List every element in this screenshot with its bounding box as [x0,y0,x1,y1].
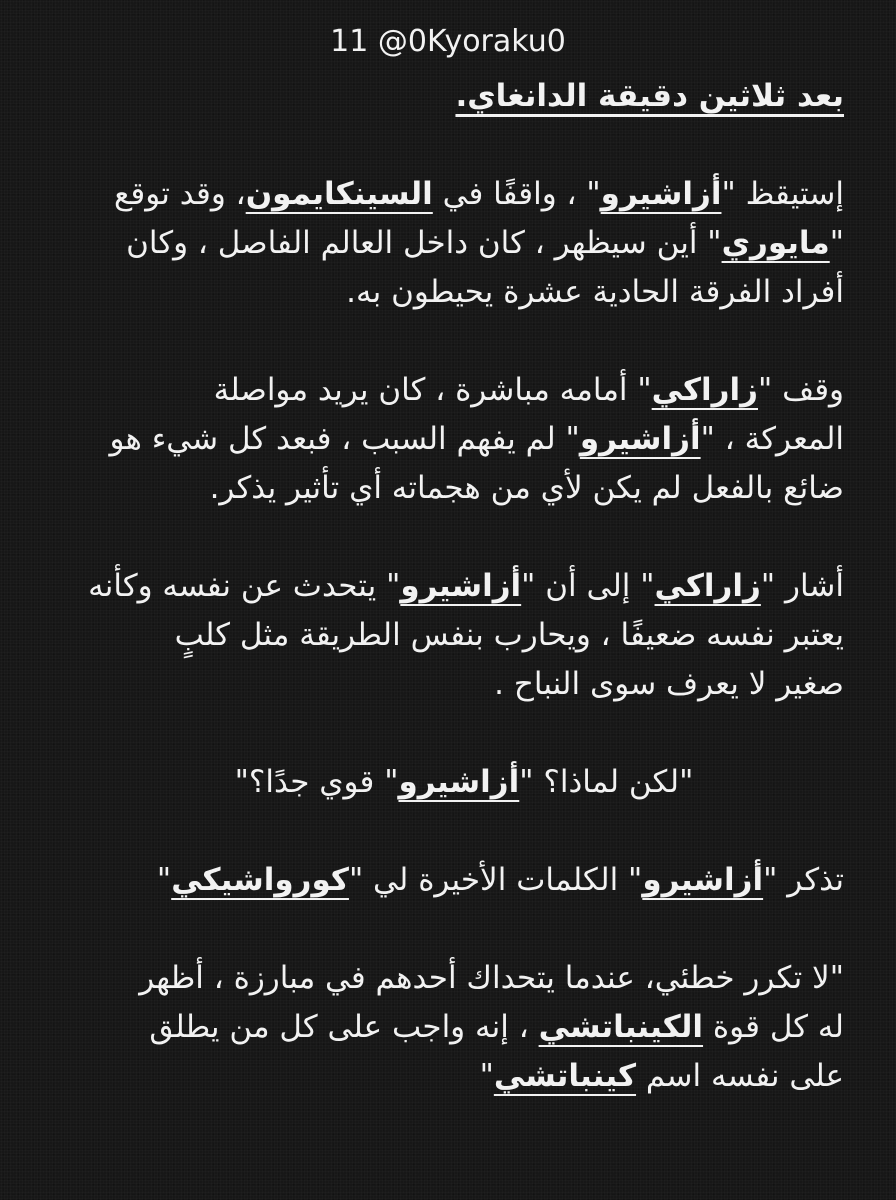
paragraph-1 [44,170,844,317]
story-title: بعد ثلاثين دقيقة الدانغاي. [455,78,844,114]
name-highlight: أزاشيرو [398,764,520,800]
name-highlight: السينكايمون [245,176,433,212]
story-text [44,72,844,1101]
text-line: يعتبر نفسه ضعيفًا ، ويحارب بنفس الطريقة مثل كلبٍ [174,617,844,653]
quote-line: "لكن لماذا؟ "أزاشيرو" قوي جدًا؟" [234,764,694,800]
tweet-header: 11 @0Kyoraku0 [330,24,566,59]
text-line: المعركة ، "أزاشيرو" لم يفهم السبب ، فبعد كل شيء هو [109,421,844,457]
name-highlight: مايوري [721,225,830,261]
text-line: أشار "زاراكي" إلى أن "أزاشيرو" يتحدث عن نفسه وكأنه [88,568,844,604]
name-highlight: زاراكي [654,568,761,604]
paragraph-6 [44,954,844,1101]
text-line: "لا تكرر خطئي، عندما يتحداك أحدهم في مبارزة ، أظهر [139,960,844,996]
name-highlight: أزاشيرو [642,862,764,898]
name-highlight: أزاشيرو [579,421,701,457]
name-highlight: كينباتشي [493,1058,637,1094]
name-highlight: أزاشيرو [400,568,522,604]
text-line: إستيقظ "أزاشيرو" ، واقفًا في السينكايمون، وقد توقع [113,176,844,212]
name-highlight: أزاشيرو [600,176,722,212]
text-line: صغير لا يعرف سوى النباح . [494,666,844,702]
text-line: أفراد الفرقة الحادية عشرة يحيطون به. [346,274,844,310]
text-line: على نفسه اسم كينباتشي" [479,1058,844,1094]
text-line: ضائع بالفعل لم يكن لأي من هجماته أي تأثير يذكر. [209,470,844,506]
text-line: له كل قوة الكينباتشي ، إنه واجب على كل من يطلق [149,1009,844,1045]
text-line: "مايوري" أين سيظهر ، كان داخل العالم الفاصل ، وكان [126,225,844,261]
paragraph-3 [44,562,844,709]
text-line: وقف "زاراكي" أمامه مباشرة ، كان يريد مواصلة [213,372,844,408]
name-highlight: زاراكي [651,372,758,408]
name-highlight: الكينباتشي [538,1009,704,1045]
paragraph-5: تذكر "أزاشيرو" الكلمات الأخيرة لي "كورواشيكي" [156,862,844,898]
name-highlight: كورواشيكي [171,862,349,898]
paragraph-2 [44,366,844,513]
